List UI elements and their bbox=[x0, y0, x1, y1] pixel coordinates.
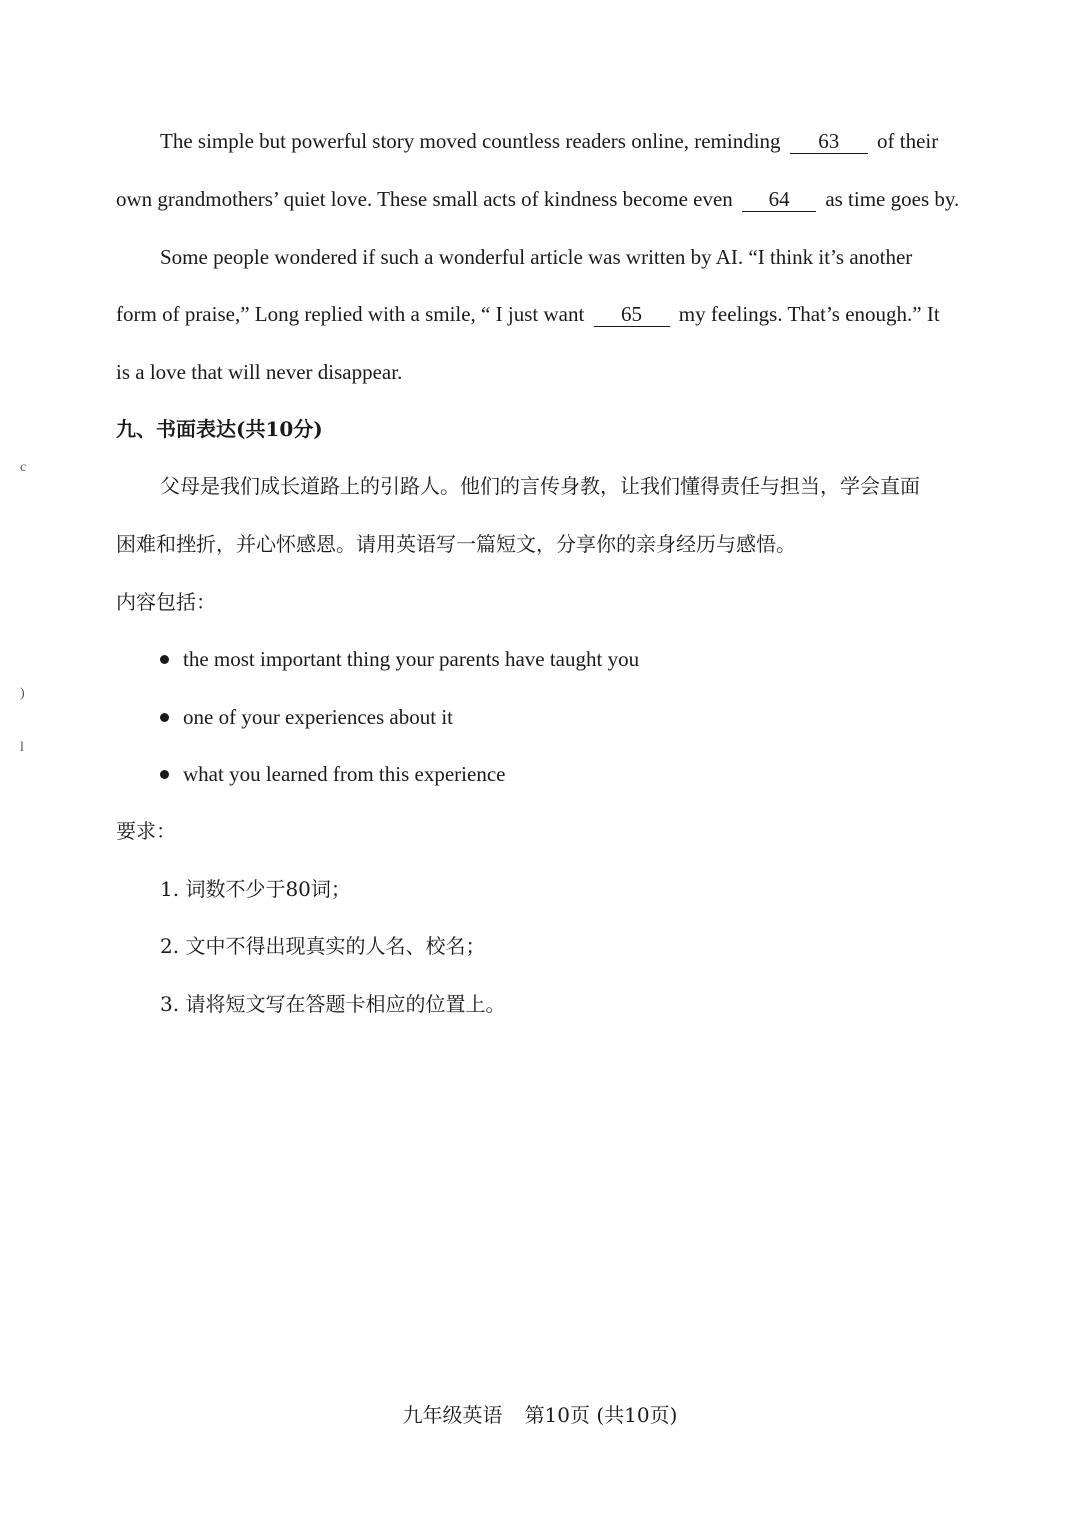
requirement-item: 3. 请将短文写在答题卡相应的位置上。 bbox=[160, 992, 506, 1016]
requirement-item: 2. 文中不得出现真实的人名、校名； bbox=[160, 934, 486, 958]
passage-line bbox=[116, 299, 940, 329]
passage-text: Some people wondered if such a wonderful article was written by AI. “I think it’s another bbox=[160, 245, 913, 269]
blank-63: 63 bbox=[790, 129, 868, 154]
passage-text: of their bbox=[877, 129, 939, 153]
bullet-item bbox=[160, 759, 505, 789]
margin-mark: c bbox=[20, 460, 27, 475]
requirements-label: 要求： bbox=[116, 819, 176, 843]
bullet-icon bbox=[160, 713, 169, 722]
bullet-icon bbox=[160, 655, 169, 664]
content-label: 内容包括： bbox=[116, 590, 216, 614]
blank-64: 64 bbox=[742, 187, 816, 212]
bullet-text: the most important thing your parents have taught you bbox=[183, 647, 640, 671]
requirement-item: 1. 词数不少于80词； bbox=[160, 877, 351, 901]
passage-text: own grandmothers’ quiet love. These small acts of kindness become even bbox=[116, 187, 733, 211]
bullet-icon bbox=[160, 770, 169, 779]
page-footer bbox=[0, 1400, 1080, 1430]
passage-text: my feelings. That’s enough.” It bbox=[678, 302, 940, 326]
passage-text: The simple but powerful story moved countless readers online, reminding bbox=[160, 129, 781, 153]
passage-line bbox=[116, 184, 959, 214]
margin-mark: ) bbox=[20, 686, 25, 701]
passage-text: as time goes by. bbox=[825, 187, 960, 211]
bullet-text: one of your experiences about it bbox=[183, 705, 453, 729]
margin-mark: l bbox=[20, 740, 24, 755]
passage-text: form of praise,” Long replied with a smile, “ I just want bbox=[116, 302, 585, 326]
footer-page-number: 第10页 (共10页) bbox=[524, 1403, 678, 1427]
passage-line bbox=[160, 242, 912, 272]
passage-text: is a love that will never disappear. bbox=[116, 360, 403, 384]
section-heading: 九、书面表达(共10分) bbox=[116, 417, 323, 441]
footer-subject: 九年级英语 bbox=[402, 1403, 503, 1427]
passage-line bbox=[116, 357, 402, 387]
bullet-text: what you learned from this experience bbox=[183, 762, 506, 786]
passage-line bbox=[160, 126, 938, 156]
writing-intro-line: 父母是我们成长道路上的引路人。他们的言传身教，让我们懂得责任与担当，学会直面 bbox=[160, 474, 920, 498]
bullet-item bbox=[160, 702, 453, 732]
blank-65: 65 bbox=[594, 302, 670, 327]
writing-intro-line: 困难和挫折，并心怀感恩。请用英语写一篇短文，分享你的亲身经历与感悟。 bbox=[116, 532, 796, 556]
bullet-item bbox=[160, 644, 639, 674]
